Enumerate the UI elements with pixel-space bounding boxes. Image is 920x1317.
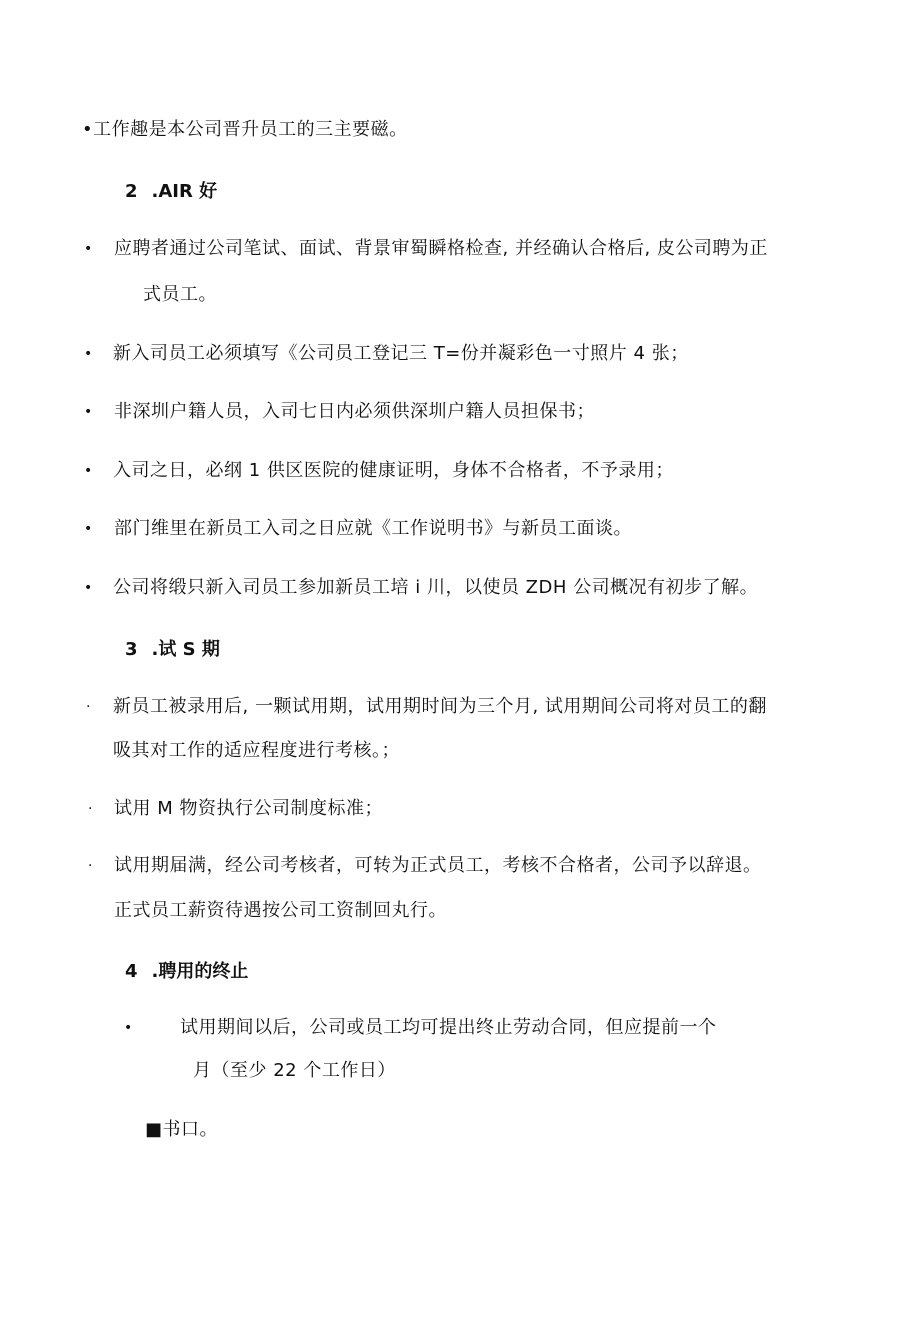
section-4-title: .聘用的终止 — [151, 961, 249, 982]
section-3-item-3-line-1: 试用期届满，经公司考核者，可转为正式员工，考核不合格者，公司予以辞退。 — [114, 855, 762, 876]
bullet-icon: · — [88, 801, 93, 817]
section-3-item-2-line-1: 试用 M 物资执行公司制度标准； — [114, 798, 383, 819]
section-4-item-1-line-2: 月（至少 22 个工作日） — [193, 1060, 396, 1081]
section-4-number: 4 — [125, 961, 138, 982]
section-2-item-1-line-2: 式员工。 — [143, 284, 217, 305]
intro-line: •工作趣是本公司晋升员工的三主要磁。 — [82, 119, 408, 140]
section-3-title: .试 S 期 — [151, 639, 220, 660]
trailing-text: ■书口。 — [145, 1119, 219, 1140]
section-3-item-3-line-2: 正式员工薪资待遇按公司工资制回丸行。 — [114, 900, 447, 921]
bullet-icon: • — [84, 580, 93, 596]
section-2-item-2-line-1: 新入司员工必须填写《公司员工登记三 T=份并凝彩色一寸照片 4 张； — [113, 343, 689, 364]
bullet-icon: • — [84, 241, 93, 257]
bullet-icon: · — [86, 699, 91, 715]
section-2-item-1-line-1: 应聘者通过公司笔试、面试、背景审蜀瞬格检查, 并经确认合格后, 皮公司聘为正 — [114, 238, 768, 259]
section-2-number: 2 — [125, 181, 138, 202]
section-2-item-5-line-1: 部门维里在新员工入司之日应就《工作说明书》与新员工面谈。 — [114, 518, 632, 539]
bullet-icon: • — [84, 521, 93, 537]
section-2-heading — [125, 180, 217, 204]
section-4-item-1-line-1: 试用期间以后，公司或员工均可提出终止劳动合同，但应提前一个 — [180, 1017, 717, 1038]
bullet-icon: • — [124, 1020, 133, 1036]
section-3-item-1-line-1: 新员工被录用后, 一颗试用期，试用期时间为三个月, 试用期间公司将对员工的翻 — [113, 696, 767, 717]
section-2-item-6-line-1: 公司将缎只新入司员工参加新员工培 i 川，以使员 ZDH 公司概况有初步了解。 — [113, 577, 759, 598]
bullet-icon: • — [84, 463, 93, 479]
section-3-item-1-line-2: 吸其对工作的适应程度进行考核。； — [113, 740, 400, 761]
bullet-icon: · — [88, 858, 93, 874]
bullet-icon: • — [84, 404, 93, 420]
section-2-item-3-line-1: 非深圳户籍人员，入司七日内必须供深圳户籍人员担保书； — [114, 401, 595, 422]
section-3-heading — [125, 638, 220, 662]
section-4-heading — [125, 960, 248, 984]
section-2-item-4-line-1: 入司之日，必纲 1 供区医院的健康证明，身体不合格者，不予录用； — [113, 460, 674, 481]
section-2-title: .AIR 好 — [151, 181, 218, 202]
bullet-icon: • — [84, 346, 93, 362]
section-3-number: 3 — [125, 639, 138, 660]
